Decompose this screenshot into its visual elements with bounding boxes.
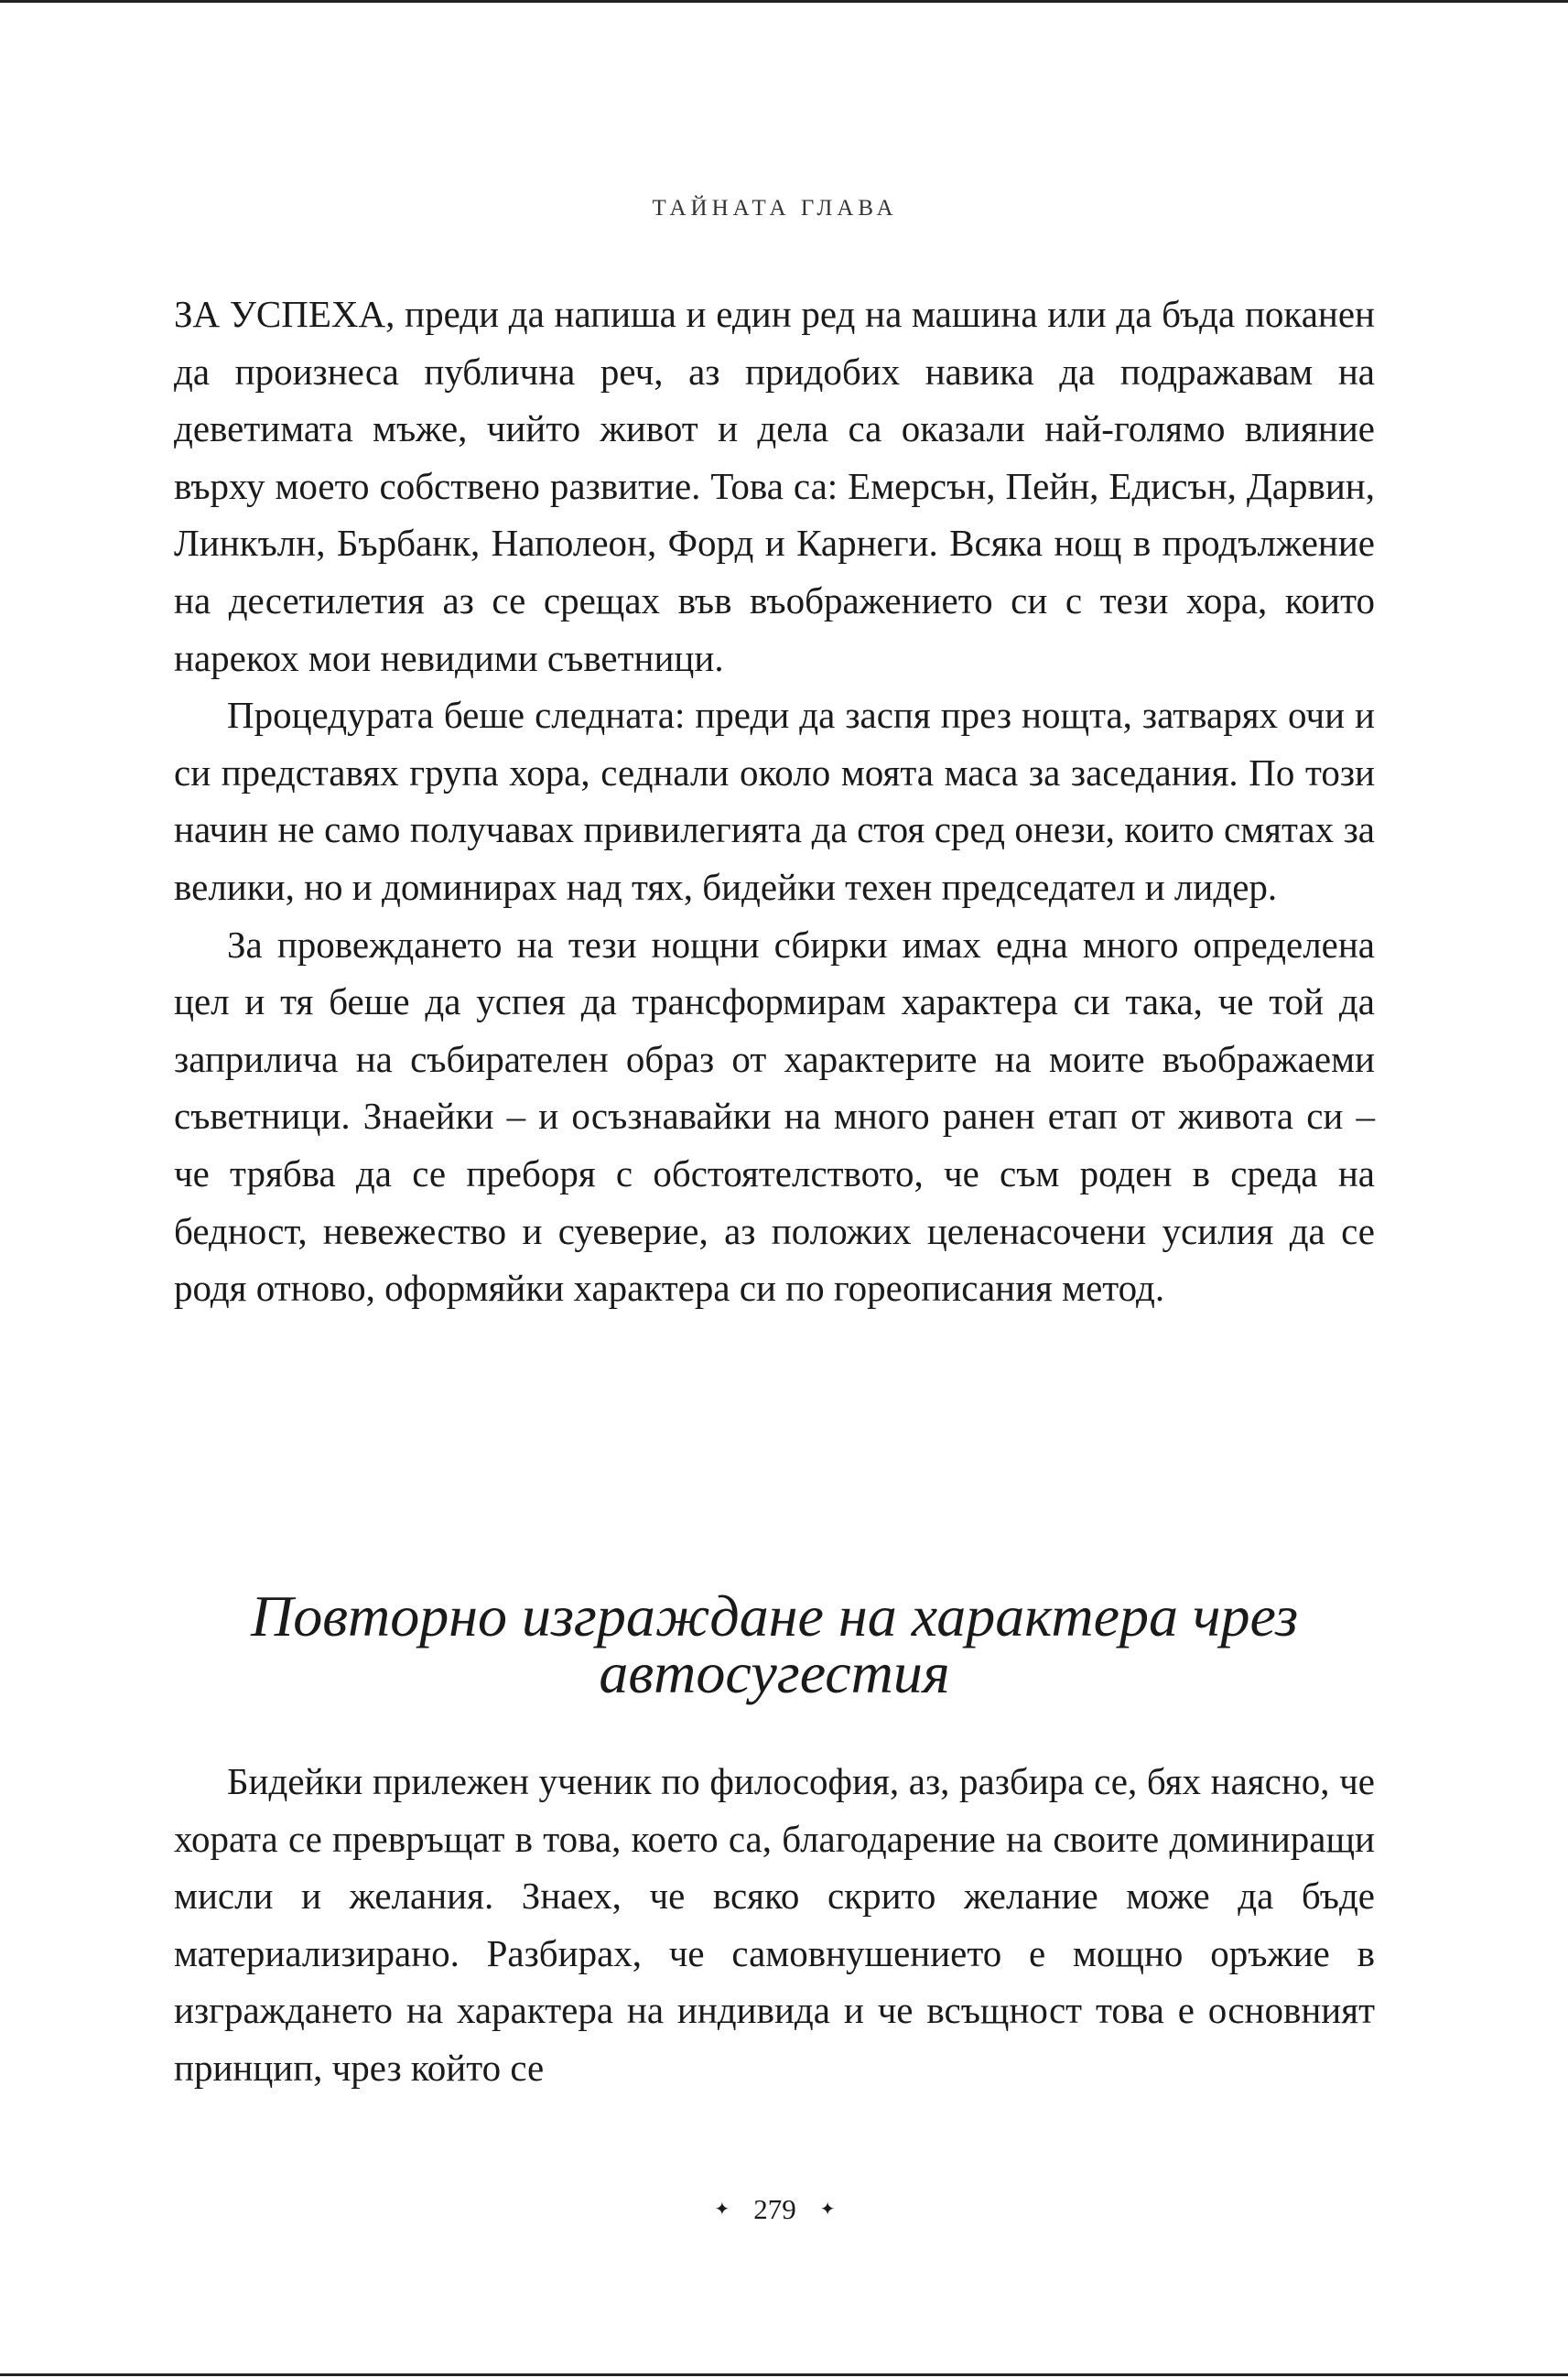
paragraph-3: За провеждането на тези нощни сбирки имах една много определена цел и тя беше да успея да трансформирам характера си така, че той да заприлича на събирателен образ от характерите на моите въображаеми съветници. Знаейки – и осъзнавайки на много ранен етап от живота си – че трябва да се преборя с обстоятелството, че съм роден в среда на бедност, невежество и суеверие, аз положих целенасочени усилия да се родя отново, оформяйки характера си по гореописания метод. (174, 923, 1375, 1310)
paragraph-4: Бидейки прилежен ученик по философия, аз, разбира се, бях наясно, че хората се превръщат в това, което са, благодарение на своите доминиращи мисли и желания. Знаех, че всяко скрито желание може да бъде материализирано. Разбирах, че самовнушението е мощно оръжие в изграждането на характера на индивида и че всъщност това е основният принцип, чрез който се (174, 1760, 1375, 2089)
section-heading (174, 1584, 1375, 1705)
page-number: 279 (753, 2193, 796, 2225)
paragraph-1: ЗА УСПЕХА, преди да напиша и един ред на машина или да бъда поканен да произнеса публична реч, аз придобих навика да подражавам на деветимата мъже, чийто живот и дела са оказали най-голямо влияние върху моето собствено развитие. Това са: Емерсън, Пейн, Едисън, Дарвин, Линкълн, Бърбанк, Наполеон, Форд и Карнеги. Всяка нощ в продължение на десетилетия аз се срещах във въображението си с тези хора, които нарекох мои невидими съветници. (174, 293, 1375, 679)
body-text-top (174, 286, 1375, 1317)
folio-ornament-right-icon: ✦ (819, 2200, 836, 2220)
folio-ornament-left-icon: ✦ (714, 2200, 730, 2220)
body-text-bottom (174, 1753, 1375, 2097)
section-heading-line-2: автосугестия (599, 1640, 950, 1705)
paragraph-2: Процедурата беше следната: преди да заспя през нощта, затварях очи и си представях група хора, седнали около моята маса за заседания. По този начин не само получавах привилегията да стоя сред онези, които смятах за велики, но и доминирах над тях, бидейки техен председател и лидер. (174, 694, 1375, 908)
folio (0, 2193, 1550, 2226)
top-rule (0, 0, 1568, 3)
running-head: ТАЙНАТА ГЛАВА (652, 196, 898, 221)
section-heading-line-1: Повторно изграждане на характера чрез (250, 1584, 1299, 1648)
bottom-rule (0, 2373, 1568, 2376)
